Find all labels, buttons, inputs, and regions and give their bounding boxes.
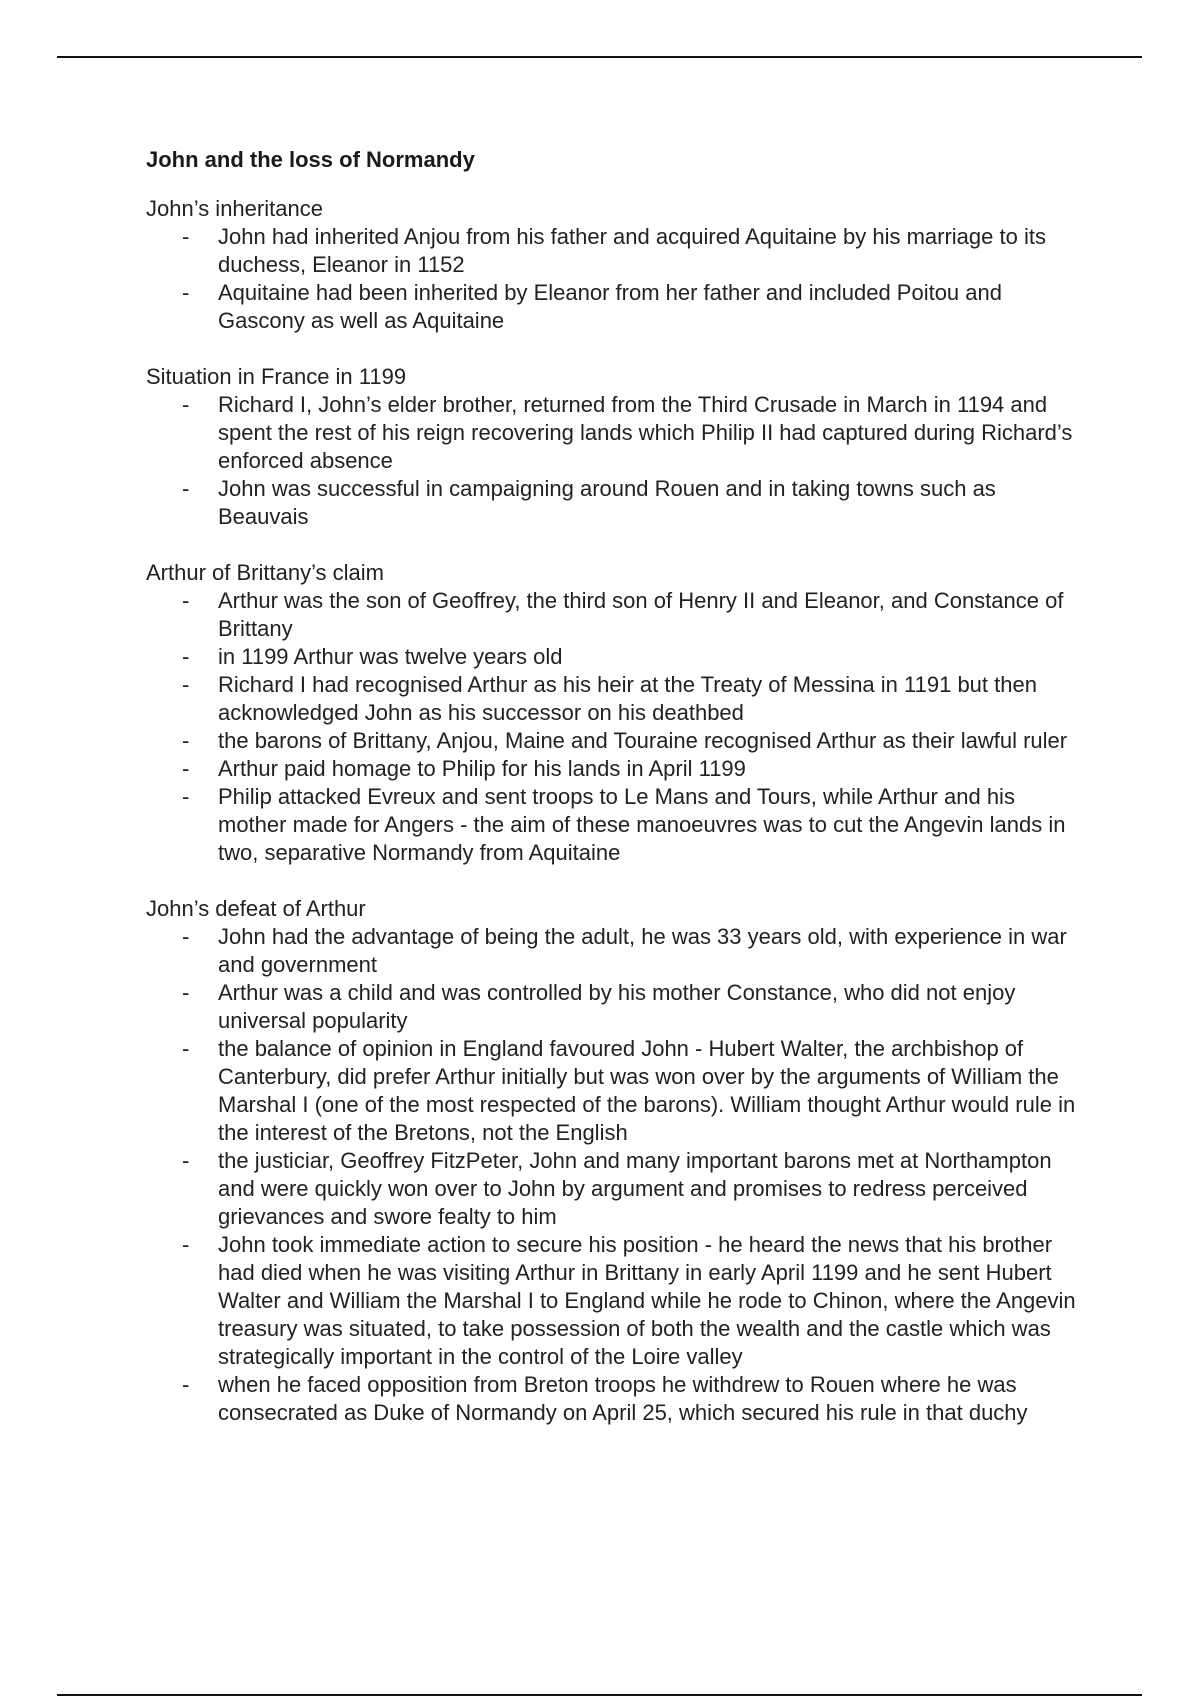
list-item [146, 1147, 1076, 1231]
list-item [146, 223, 1076, 279]
dash-bullet: - [182, 672, 190, 697]
list-item-text: Richard I had recognised Arthur as his heir at the Treaty of Messina in 1191 but then acknowledged John as his successor on his deathbed [218, 672, 1037, 725]
top-rule [57, 56, 1142, 58]
list-item-text: in 1199 Arthur was twelve years old [218, 644, 563, 669]
dash-bullet: - [182, 1232, 190, 1257]
section-heading: John’s defeat of Arthur [146, 896, 366, 921]
dash-bullet: - [182, 1148, 190, 1173]
list-item [146, 727, 1076, 755]
list-item-text: John had the advantage of being the adult, he was 33 years old, with experience in war and government [218, 924, 1067, 977]
list-item [146, 979, 1076, 1035]
list-item [146, 755, 1076, 783]
dash-bullet: - [182, 924, 190, 949]
dash-bullet: - [182, 476, 190, 501]
dash-bullet: - [182, 1372, 190, 1397]
dash-bullet: - [182, 980, 190, 1005]
list-item [146, 1231, 1076, 1371]
list-item-text: John was successful in campaigning around Rouen and in taking towns such as Beauvais [218, 476, 996, 529]
list-item [146, 923, 1076, 979]
dash-bullet: - [182, 644, 190, 669]
section-situation-in-france [146, 363, 1076, 531]
dash-bullet: - [182, 756, 190, 781]
section-heading: Arthur of Brittany’s claim [146, 560, 385, 585]
page-title: John and the loss of Normandy [146, 147, 475, 172]
list-item-text: the barons of Brittany, Anjou, Maine and Touraine recognised Arthur as their lawful ruler [218, 728, 1068, 753]
list-item-text: the justiciar, Geoffrey FitzPeter, John and many important barons met at Northampton and were quickly won over to John by argument and promises to redress perceived grievances and swore fealty to him [218, 1148, 1052, 1229]
bullet-list [146, 391, 1076, 531]
list-item-text: when he faced opposition from Breton troops he withdrew to Rouen where he was consecrated as Duke of Normandy on April 25, which secured his rule in that duchy [218, 1372, 1028, 1425]
section-johns-defeat-of-arthur [146, 895, 1076, 1427]
dash-bullet: - [182, 1036, 190, 1061]
list-item-text: Arthur paid homage to Philip for his lands in April 1199 [218, 756, 746, 781]
list-item [146, 1035, 1076, 1147]
list-item-text: the balance of opinion in England favoured John - Hubert Walter, the archbishop of Canterbury, did prefer Arthur initially but was won over by the arguments of William the Marshal I (one of the most respected of the barons). William thought Arthur would rule in the interest of the Bretons, not the English [218, 1036, 1076, 1145]
list-item [146, 587, 1076, 643]
dash-bullet: - [182, 588, 190, 613]
list-item-text: Richard I, John’s elder brother, returned from the Third Crusade in March in 1194 and spent the rest of his reign recovering lands which Philip II had captured during Richard’s enforced absence [218, 392, 1073, 473]
section-johns-inheritance [146, 195, 1076, 335]
section-heading: Situation in France in 1199 [146, 364, 407, 389]
list-item [146, 279, 1076, 335]
list-item-text: Philip attacked Evreux and sent troops to Le Mans and Tours, while Arthur and his mother made for Angers - the aim of these manoeuvres was to cut the Angevin lands in two, separative Normandy from Aquitaine [218, 784, 1066, 865]
list-item-text: Aquitaine had been inherited by Eleanor from her father and included Poitou and Gascony as well as Aquitaine [218, 280, 1002, 333]
list-item-text: John took immediate action to secure his position - he heard the news that his brother had died when he was visiting Arthur in Brittany in early April 1199 and he sent Hubert Walter and William the Marshal I to England while he rode to Chinon, where the Angevin treasury was situated, to take possession of both the wealth and the castle which was strategically important in the control of the Loire valley [218, 1232, 1076, 1369]
list-item [146, 475, 1076, 531]
list-item [146, 391, 1076, 475]
list-item [146, 1371, 1076, 1427]
bullet-list [146, 223, 1076, 335]
document-body [146, 147, 1076, 1455]
dash-bullet: - [182, 280, 190, 305]
bullet-list [146, 923, 1076, 1427]
section-arthurs-claim [146, 559, 1076, 867]
dash-bullet: - [182, 392, 190, 417]
dash-bullet: - [182, 728, 190, 753]
list-item-text: Arthur was the son of Geoffrey, the third son of Henry II and Eleanor, and Constance of Brittany [218, 588, 1064, 641]
bottom-rule [57, 1694, 1142, 1696]
list-item-text: Arthur was a child and was controlled by his mother Constance, who did not enjoy universal popularity [218, 980, 1016, 1033]
list-item [146, 643, 1076, 671]
list-item [146, 671, 1076, 727]
list-item-text: John had inherited Anjou from his father and acquired Aquitaine by his marriage to its duchess, Eleanor in 1152 [218, 224, 1046, 277]
dash-bullet: - [182, 224, 190, 249]
dash-bullet: - [182, 784, 190, 809]
section-heading: John’s inheritance [146, 196, 323, 221]
list-item [146, 783, 1076, 867]
bullet-list [146, 587, 1076, 867]
